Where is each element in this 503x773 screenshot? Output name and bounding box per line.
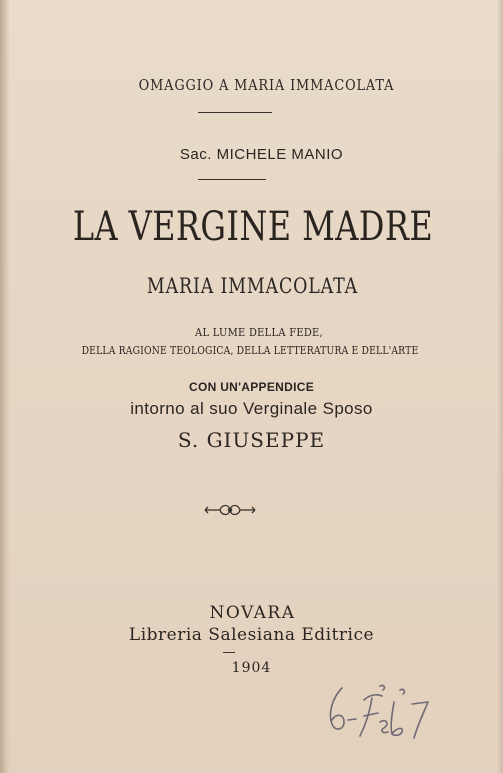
divider-rule <box>198 112 272 113</box>
publication-city: NOVARA <box>209 603 296 623</box>
subheading-line-1: AL LUME DELLA FEDE, <box>195 326 323 339</box>
author: Sac. MICHELE MANIO <box>179 146 344 163</box>
fleuron-ornament-icon <box>202 501 258 519</box>
appendix-text: intorno al suo Verginale Sposo <box>130 399 373 418</box>
publisher: Libreria Salesiana Editrice <box>128 625 375 645</box>
handwritten-pencil-note <box>320 680 440 760</box>
book-title: LA VERGINE MADRE <box>72 204 434 250</box>
subheading-line-2: DELLA RAGIONE TEOLOGICA, DELLA LETTERATURA E DELL'ARTE <box>81 344 419 357</box>
publication-year: 1904 <box>231 660 272 676</box>
appendix-label: CON UN'APPENDICE <box>189 380 314 394</box>
dedication: OMAGGIO A MARIA IMMACOLATA <box>138 76 395 94</box>
divider-rule <box>223 652 235 653</box>
book-subtitle: MARIA IMMACOLATA <box>146 274 359 298</box>
divider-rule <box>198 179 266 180</box>
appendix-subject: S. GIUSEPPE <box>177 428 326 452</box>
